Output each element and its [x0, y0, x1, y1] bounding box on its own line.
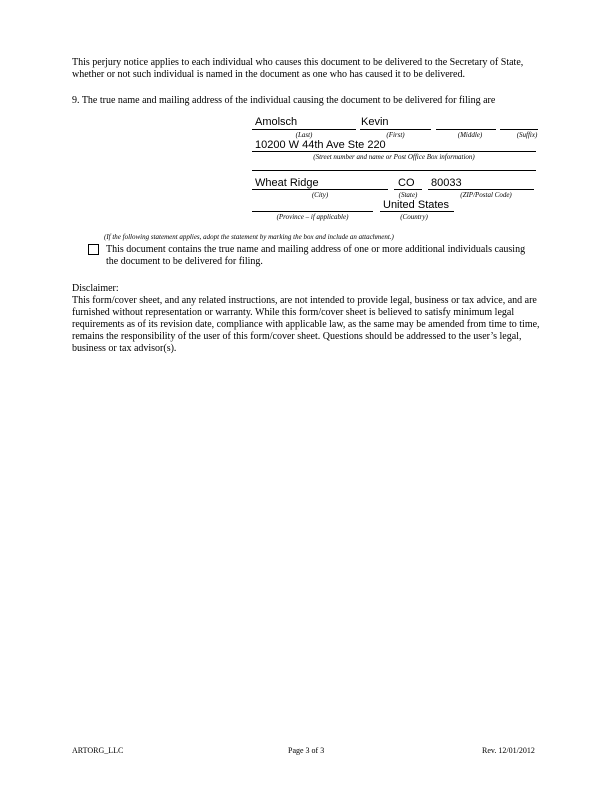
- first-name-caption: (First): [386, 131, 405, 139]
- additional-individuals-checkbox[interactable]: [88, 244, 99, 255]
- zip-caption: (ZIP/Postal Code): [460, 191, 512, 199]
- last-name-line: [252, 129, 356, 130]
- state-caption: (State): [398, 191, 418, 199]
- country-caption: (Country): [400, 213, 428, 221]
- statement-note: (If the following statement applies, adopt the statement by marking the box and include an attachment.): [104, 233, 394, 241]
- province-caption: (Province – if applicable): [276, 213, 349, 221]
- city-caption: (City): [311, 191, 329, 199]
- disclaimer-title: Disclaimer:: [72, 283, 119, 294]
- last-name-caption: (Last): [295, 131, 313, 139]
- perjury-notice: This perjury notice applies to each individual who causes this document to be delivered to the Secretary of State, whether or not such individual is named in the document as one who has caused it to be delivered.: [72, 57, 524, 80]
- middle-name-line: [436, 129, 496, 130]
- checkbox-label: This document contains the true name and mailing address of one or more additional individuals causing the document to be delivered for filing.: [106, 244, 526, 267]
- city-line: [252, 189, 388, 190]
- country-value[interactable]: United States: [383, 199, 450, 211]
- state-value[interactable]: CO: [398, 177, 415, 189]
- street-line: [252, 151, 536, 152]
- zip-value[interactable]: 80033: [431, 177, 462, 189]
- item-9-text: 9. The true name and mailing address of the individual causing the document to be delivered for filing are: [72, 95, 496, 106]
- state-line: [394, 189, 422, 190]
- first-name-line: [360, 129, 431, 130]
- zip-line: [428, 189, 534, 190]
- country-line: [380, 211, 454, 212]
- suffix-caption: (Suffix): [516, 131, 538, 139]
- city-value[interactable]: Wheat Ridge: [255, 177, 319, 189]
- disclaimer-body: This form/cover sheet, and any related instructions, are not intended to provide legal, business or tax advice, and are furnished without representation or warranty. While this form/cover sheet is believed to satisfy minimum legal requirements as of its revision date, compliance with applicable law, as the same may be amended from time to time, remains the responsibility of the user of this form/cover sheet. Questions should be addressed to the user’s legal, business or tax advisor(s).: [72, 295, 540, 354]
- province-line: [252, 211, 373, 212]
- street-line-2: [252, 170, 536, 171]
- middle-name-caption: (Middle): [457, 131, 483, 139]
- footer-revision: Rev. 12/01/2012: [482, 746, 535, 755]
- street-value[interactable]: 10200 W 44th Ave Ste 220: [255, 139, 386, 151]
- footer-form-id: ARTORG_LLC: [72, 746, 124, 755]
- street-caption: (Street number and name or Post Office Box information): [313, 153, 475, 161]
- suffix-line: [500, 129, 538, 130]
- last-name-value[interactable]: Amolsch: [255, 116, 298, 128]
- footer-page-number: Page 3 of 3: [288, 746, 325, 755]
- first-name-value[interactable]: Kevin: [361, 116, 389, 128]
